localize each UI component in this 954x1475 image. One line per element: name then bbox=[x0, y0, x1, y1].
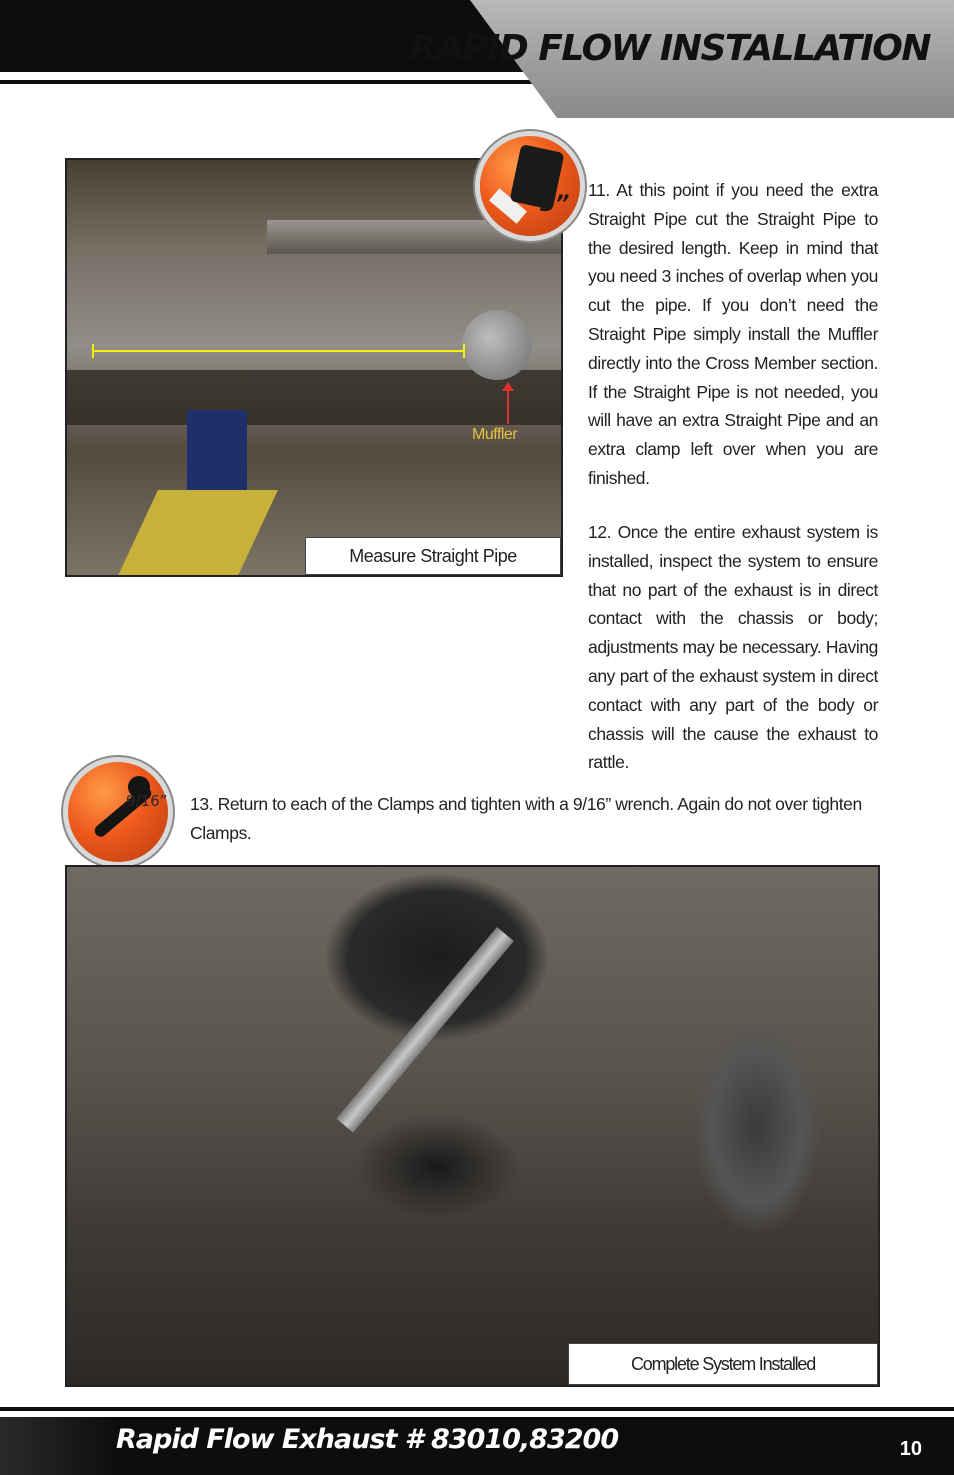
photo-caption: Measure Straight Pipe bbox=[305, 537, 561, 575]
badge-label: 9/16” bbox=[126, 792, 168, 810]
badge-label: 3” bbox=[540, 192, 570, 217]
tailpipe bbox=[336, 927, 514, 1133]
jack-stand bbox=[187, 410, 247, 500]
step-12-text: 12. Once the entire exhaust system is installed, inspect the system to ensure that no part of the exhaust is in direct contact with the chassis or body; adjustments may be necessary. Having any part of the exhaust system in direct contact with any part of the body or chassis will the cause the exhaust to rattle. bbox=[588, 522, 878, 773]
muffler-arrow bbox=[507, 388, 509, 424]
tape-measure-badge bbox=[480, 136, 580, 236]
page-number: 10 bbox=[899, 1438, 922, 1460]
step-13-text: 13. Return to each of the Clamps and tighten with a 9/16” wrench. Again do not over tighten Clamps. bbox=[190, 794, 862, 843]
measurement-line bbox=[92, 350, 464, 352]
measurement-line-end-right bbox=[463, 344, 465, 358]
lift-arm bbox=[116, 490, 278, 577]
wrench-badge bbox=[68, 762, 168, 862]
footer-rule bbox=[0, 1407, 954, 1411]
step-11-text: 11. At this point if you need the extra Straight Pipe cut the Straight Pipe to the desired length. Keep in mind that you need 3 inches of overlap when you cut the pipe. If you don’t need the Straight Pipe simply install the Muffler directly into the Cross Member section. If the Straight Pipe is not needed, you will have an extra Straight Pipe and an extra clamp left over when you are finished. bbox=[588, 180, 878, 488]
muffler-inlet bbox=[462, 310, 532, 380]
measurement-line-end-left bbox=[92, 344, 94, 358]
footer-title: Rapid Flow Exhaust # 83010,83200 bbox=[116, 1424, 619, 1455]
measure-straight-pipe-photo bbox=[65, 158, 563, 577]
page-title: RAPID FLOW INSTALLATION bbox=[409, 28, 930, 69]
complete-system-photo bbox=[65, 865, 880, 1387]
footer-bar-shade bbox=[0, 1417, 120, 1475]
header-rule bbox=[0, 80, 560, 84]
photo-caption: Complete System Installed bbox=[568, 1343, 878, 1385]
muffler-label: Muffler bbox=[472, 426, 518, 443]
